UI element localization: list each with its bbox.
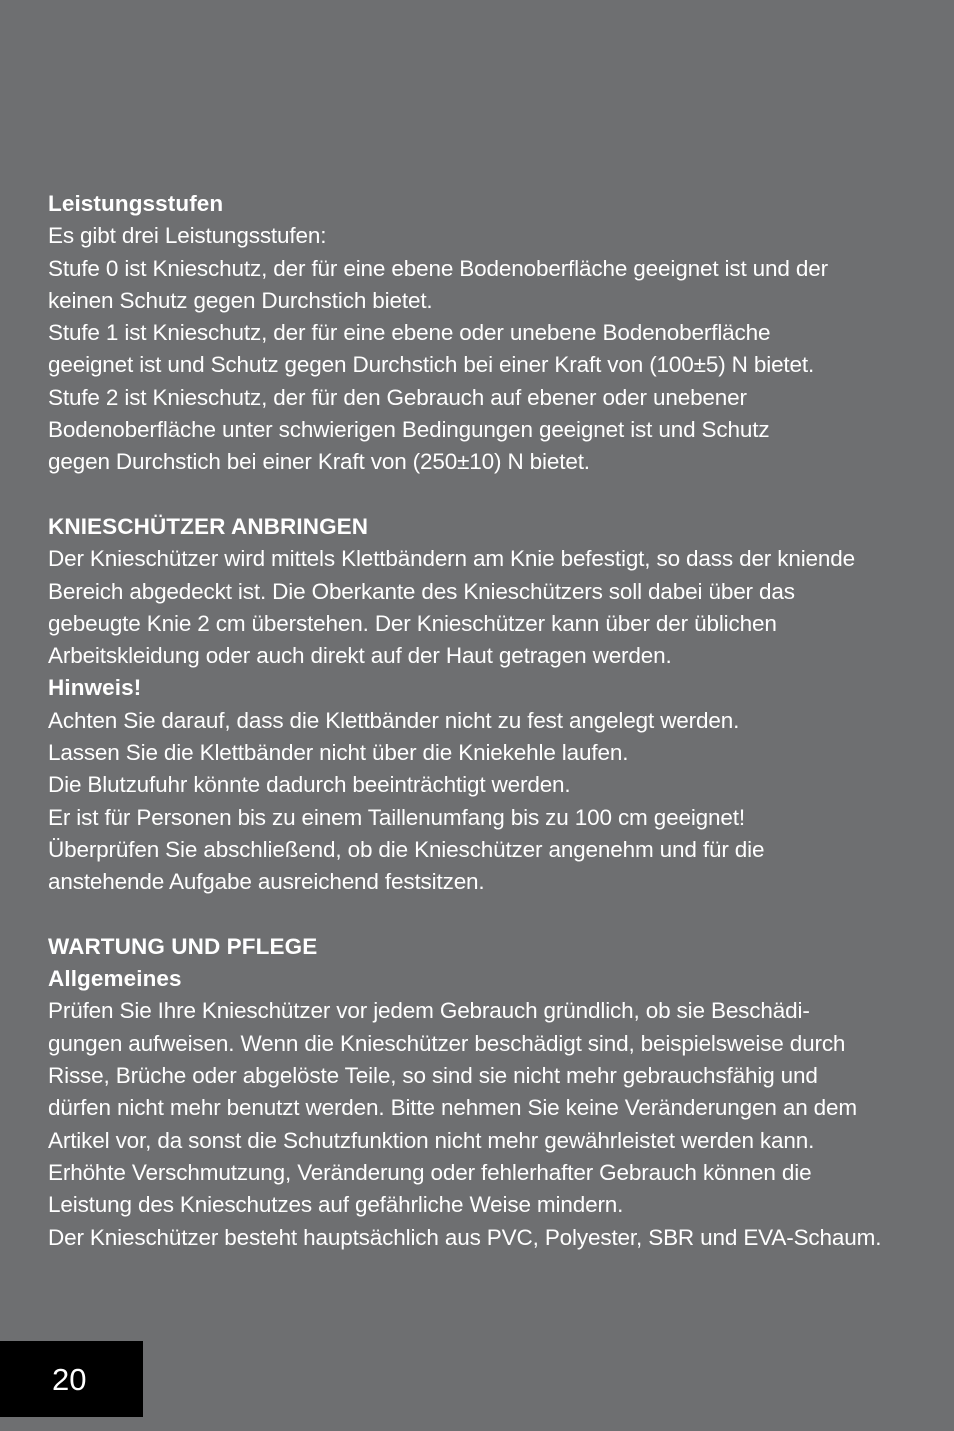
paragraph-line: Arbeitskleidung oder auch direkt auf der Haut getragen werden. [48,643,672,669]
paragraph-line: dürfen nicht mehr benutzt werden. Bitte nehmen Sie keine Veränderungen an dem [48,1095,857,1121]
paragraph-line: keinen Schutz gegen Durchstich bietet. [48,287,433,313]
paragraph-line: Bodenoberfläche unter schwierigen Bedingungen geeignet ist und Schutz [48,417,770,443]
paragraph-line: Artikel vor, da sonst die Schutzfunktion nicht mehr gewährleistet werden kann. [48,1127,815,1153]
paragraph-line: Es gibt drei Leistungsstufen: [48,223,327,249]
page-number: 20 [52,1362,87,1397]
note-line: Überprüfen Sie abschließend, ob die Knieschützer angenehm und für die [48,836,765,862]
document-body [48,188,928,1254]
paragraph-line: Erhöhte Verschmutzung, Veränderung oder fehlerhafter Gebrauch können die [48,1159,812,1185]
section-heading-wartung: WARTUNG UND PFLEGE [48,933,318,959]
paragraph-line: Der Knieschützer besteht hauptsächlich aus PVC, Polyester, SBR und EVA-Schaum. [48,1224,882,1250]
subheading-allgemeines: Allgemeines [48,966,182,992]
section-spacer [48,479,928,511]
paragraph-line: geeignet ist und Schutz gegen Durchstich bei einer Kraft von (100±5) N bietet. [48,352,815,378]
paragraph-line: Der Knieschützer wird mittels Klettbändern am Knie befestigt, so dass der kniende [48,546,856,572]
note-line: Er ist für Personen bis zu einem Taillenumfang bis zu 100 cm geeignet! [48,804,745,830]
section-heading-anbringen: KNIESCHÜTZER ANBRINGEN [48,513,369,539]
note-line: Lassen Sie die Klettbänder nicht über die Kniekehle laufen. [48,740,629,766]
paragraph-line: Stufe 2 ist Knieschutz, der für den Gebrauch auf ebener oder unebener [48,384,747,410]
note-line: Achten Sie darauf, dass die Klettbänder nicht zu fest angelegt werden. [48,707,740,733]
paragraph-line: gebeugte Knie 2 cm überstehen. Der Knieschützer kann über der üblichen [48,610,777,636]
paragraph-line: Leistung des Knieschutzes auf gefährliche Weise mindern. [48,1192,624,1218]
paragraph-line: Bereich abgedeckt ist. Die Oberkante des Knieschützers soll dabei über das [48,578,795,604]
section-heading-leistungsstufen: Leistungsstufen [48,191,224,216]
note-line: Die Blutzufuhr könnte dadurch beeinträchtigt werden. [48,772,571,798]
paragraph-line: gungen aufweisen. Wenn die Knieschützer beschädigt sind, beispielsweise durch [48,1030,846,1056]
paragraph-line: Stufe 1 ist Knieschutz, der für eine ebene oder unebene Bodenoberfläche [48,320,771,346]
paragraph-line: Stufe 0 ist Knieschutz, der für eine ebene Bodenoberfläche geeignet ist und der [48,255,828,281]
section-spacer [48,899,928,931]
paragraph-line: gegen Durchstich bei einer Kraft von (250±10) N bietet. [48,449,590,475]
note-line: anstehende Aufgabe ausreichend festsitzen. [48,869,485,895]
note-heading: Hinweis! [48,675,142,701]
paragraph-line: Prüfen Sie Ihre Knieschützer vor jedem Gebrauch gründlich, ob sie Beschädi- [48,998,810,1024]
paragraph-line: Risse, Brüche oder abgelöste Teile, so sind sie nicht mehr gebrauchsfähig und [48,1063,818,1089]
